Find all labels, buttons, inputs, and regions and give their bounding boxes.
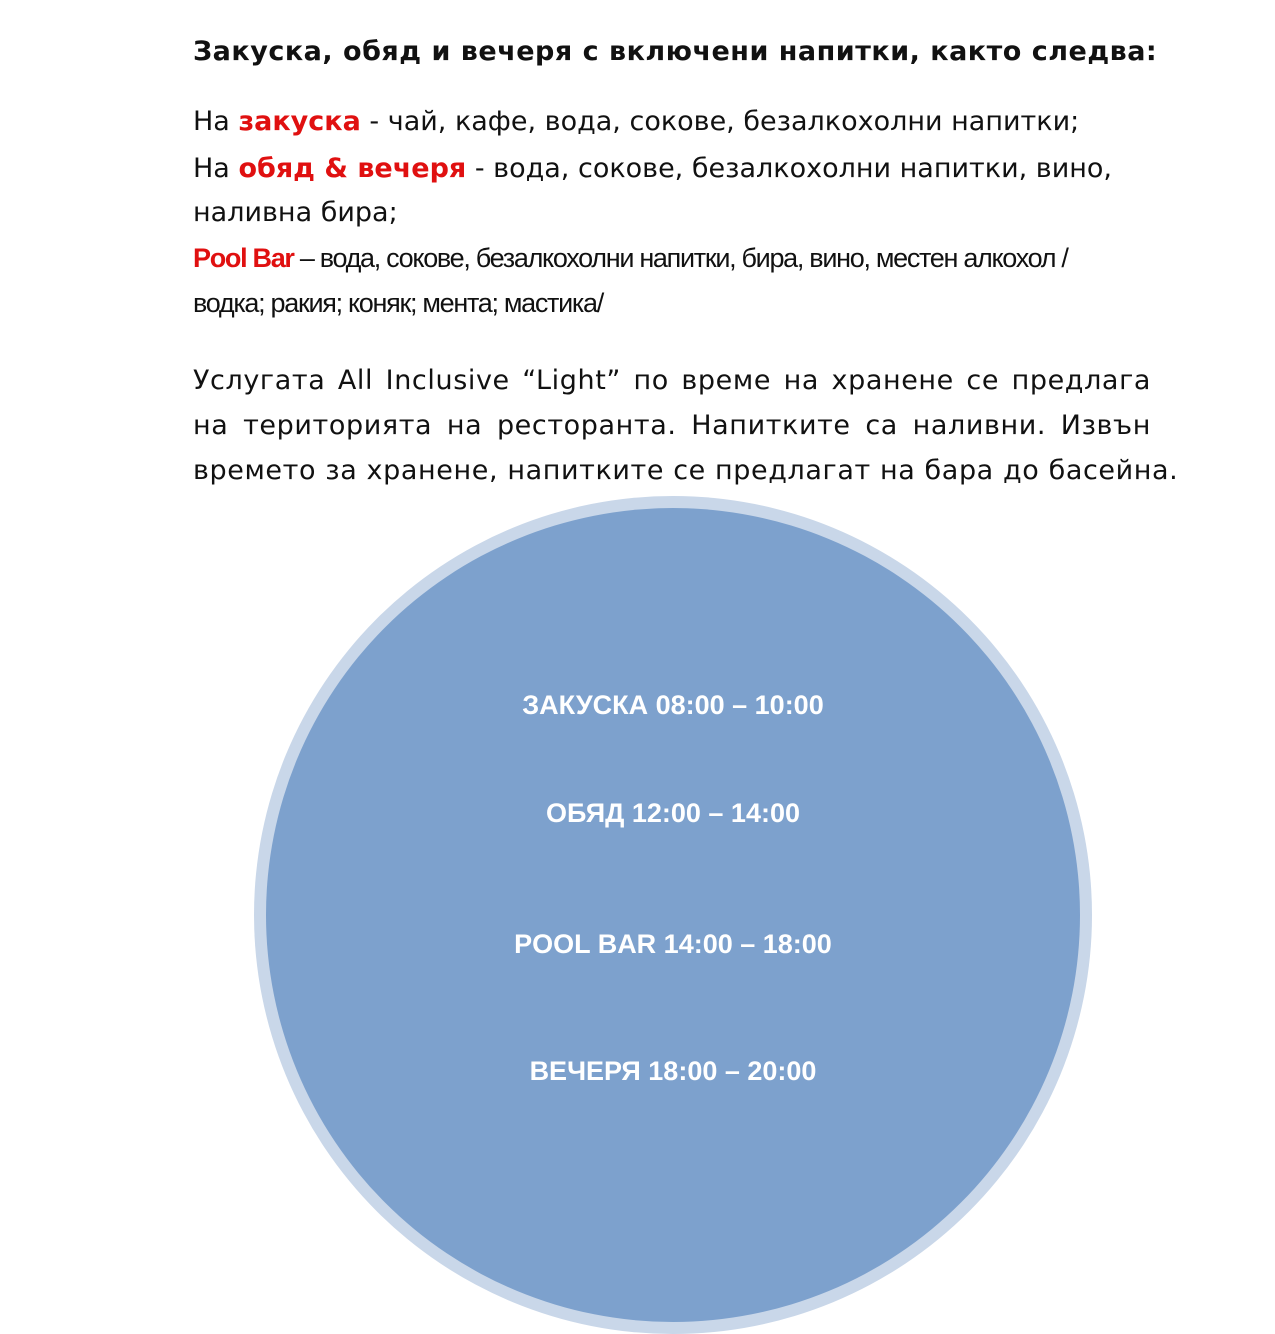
breakfast-drinks: - чай, кафе, вода, сокове, безалкохолни напитки; [360, 106, 1080, 137]
meals-heading: Закуска, обяд и вечеря с включени напитки, както следва: [193, 36, 1158, 67]
service-paragraph [193, 358, 1179, 493]
service-line-1: Услугата All Inclusive “Light” по време на хранене се предлага [193, 365, 1151, 396]
service-line-3: времето за хранене, напитките се предлагат на бара до басейна. [193, 455, 1179, 486]
breakfast-prefix: На [193, 106, 239, 137]
lunch-dinner-drinks-line [193, 153, 1112, 184]
breakfast-drinks-line [193, 106, 1079, 137]
pool-bar-highlight: Pool Bar [193, 243, 294, 273]
lunch-dinner-drinks: - вода, сокове, безалкохолни напитки, вино, [466, 153, 1112, 184]
lunch-dinner-prefix: На [193, 153, 239, 184]
dinner-time: ВЕЧЕРЯ 18:00 – 20:00 [529, 1056, 817, 1086]
pool-bar-drinks-line-2: водка; ракия; коняк; мента; мастика/ [193, 288, 603, 318]
breakfast-time: ЗАКУСКА 08:00 – 10:00 [522, 690, 824, 720]
breakfast-highlight: закуска [238, 106, 361, 137]
lunch-dinner-highlight: обяд & вечеря [238, 153, 467, 184]
lunch-time: ОБЯД 12:00 – 14:00 [545, 798, 800, 828]
service-line-2: на територията на ресторанта. Напитките са наливни. Извън [193, 410, 1151, 441]
lunch-dinner-drinks-line-2: наливна бира; [193, 197, 398, 228]
pool-bar-drinks: – вода, сокове, безалкохолни напитки, бира, вино, местен алкохол / [293, 243, 1068, 273]
schedule-circle [266, 508, 1080, 1322]
pool-bar-time: POOL BAR 14:00 – 18:00 [514, 929, 832, 959]
pool-bar-drinks-line [193, 243, 1068, 274]
